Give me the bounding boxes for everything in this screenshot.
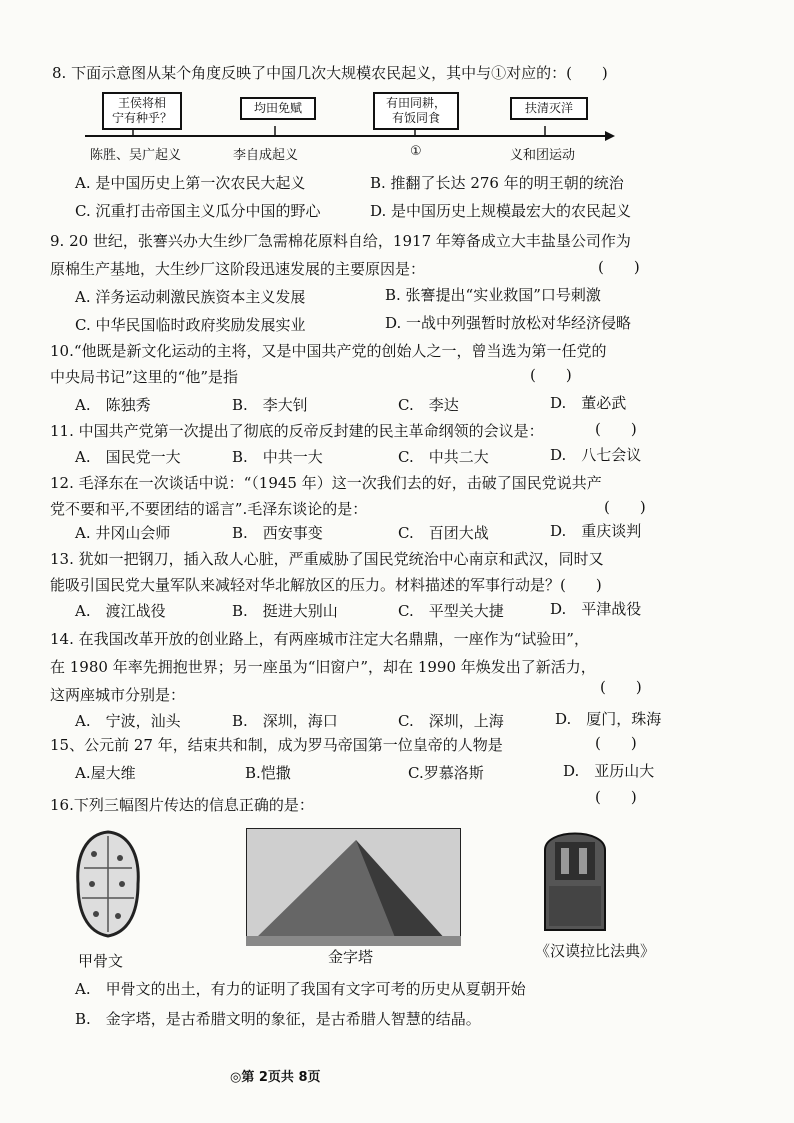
q12-stem-line1: 12. 毛泽东在一次谈话中说：“（1945 年）这一次我们去的好，击破了国民党说共产 (50, 474, 602, 492)
q13-option-c[interactable]: C. 平型关大捷 (398, 602, 504, 620)
q9-option-b[interactable]: B. 张謇提出“实业救国”口号刺激 (385, 286, 601, 304)
q15-option-a[interactable]: A.屋大维 (75, 764, 136, 782)
q15-option-c[interactable]: C.罗慕洛斯 (408, 764, 484, 782)
timeline-box-1: 王侯将相 宁有种乎？ (102, 92, 182, 130)
q13-stem-line1: 13. 犹如一把钢刀，插入敌人心脏，严重威胁了国民党统治中心南京和武汉，同时又 (50, 550, 604, 568)
q14-option-c[interactable]: C. 深圳，上海 (398, 712, 504, 730)
q14-answer-paren[interactable]: ( ) (600, 678, 642, 696)
caption-oracle-bone: 甲骨文 (78, 952, 124, 970)
caption-hammurabi: 《汉谟拉比法典》 (535, 942, 656, 960)
q9-stem-line2: 原棉生产基地，大生纱厂这阶段迅速发展的主要原因是： (50, 260, 426, 278)
q8-option-a[interactable]: A. 是中国历史上第一次农民大起义 (75, 174, 306, 192)
q13-option-d[interactable]: D. 平津战役 (550, 600, 642, 618)
q9-option-c[interactable]: C. 中华民国临时政府奖励发展实业 (75, 316, 306, 334)
q15-stem: 15、公元前 27 年，结束共和制，成为罗马帝国第一位皇帝的人物是 (50, 736, 503, 754)
timeline-box-4: 扶清灭洋 (510, 97, 588, 120)
timeline-label-4: 义和团运动 (510, 148, 576, 163)
q11-option-c[interactable]: C. 中共二大 (398, 448, 489, 466)
q12-option-a[interactable]: A. 井冈山会师 (75, 524, 171, 542)
q15-answer-paren[interactable]: ( ) (595, 734, 637, 752)
q16-answer-paren[interactable]: ( ) (595, 788, 637, 806)
q8-option-c[interactable]: C. 沉重打击帝国主义瓜分中国的野心 (75, 202, 321, 220)
q13-option-b[interactable]: B. 挺进大别山 (232, 602, 338, 620)
timeline-label-3: ① (410, 144, 422, 159)
q16-option-a[interactable]: A. 甲骨文的出土，有力的证明了我国有文字可考的历史从夏朝开始 (75, 980, 526, 998)
timeline-box-2: 均田免赋 (240, 97, 316, 120)
q12-option-d[interactable]: D. 重庆谈判 (550, 522, 642, 540)
q10-stem-line1: 10.“他既是新文化运动的主将，又是中国共产党的创始人之一，曾当选为第一任党的 (50, 342, 607, 360)
q13-option-a[interactable]: A. 渡江战役 (75, 602, 166, 620)
timeline-box-3: 有田同耕， 有饭同食 (373, 92, 459, 130)
q14-option-a[interactable]: A. 宁波，汕头 (75, 712, 181, 730)
q10-stem-line2: 中央局书记”这里的“他”是指 (50, 368, 239, 386)
q14-stem-line2: 在 1980 年率先拥抱世界；另一座虽为“旧窗户”，却在 1990 年焕发出了新活力， (50, 658, 596, 676)
q9-option-d[interactable]: D. 一战中列强暂时放松对华经济侵略 (385, 314, 632, 332)
q16-stem: 16.下列三幅图片传达的信息正确的是： (50, 796, 314, 814)
q12-stem-line2: 党不要和平,不要团结的谣言”.毛泽东谈论的是： (50, 500, 368, 518)
q12-answer-paren[interactable]: ( ) (604, 498, 646, 516)
q11-option-d[interactable]: D. 八七会议 (550, 446, 642, 464)
q11-option-a[interactable]: A. 国民党一大 (75, 448, 181, 466)
oracle-bone-image (72, 828, 144, 940)
q12-option-b[interactable]: B. 西安事变 (232, 524, 323, 542)
pyramid-image (246, 828, 461, 946)
q14-stem-line1: 14. 在我国改革开放的创业路上，有两座城市注定大名鼎鼎，一座作为“试验田”， (50, 630, 589, 648)
timeline-label-1: 陈胜、吴广起义 (90, 148, 182, 163)
hammurabi-stele-image (535, 820, 615, 932)
q8-stem: 8. 下面示意图从某个角度反映了中国几次大规模农民起义，其中与①对应的：( ) (52, 64, 608, 82)
q11-option-b[interactable]: B. 中共一大 (232, 448, 323, 466)
q14-option-b[interactable]: B. 深圳，海口 (232, 712, 338, 730)
timeline-label-2: 李自成起义 (233, 148, 299, 163)
q9-option-a[interactable]: A. 洋务运动刺激民族资本主义发展 (75, 288, 306, 306)
q14-option-d[interactable]: D. 厦门，珠海 (555, 710, 662, 728)
q16-option-b[interactable]: B. 金字塔，是古希腊文明的象征，是古希腊人智慧的结晶。 (75, 1010, 481, 1028)
q9-stem-line1: 9. 20 世纪，张謇兴办大生纱厂急需棉花原料自给，1917 年筹备成立大丰盐垦公司作为 (50, 232, 631, 250)
q11-answer-paren[interactable]: ( ) (595, 420, 637, 438)
q8-option-b[interactable]: B. 推翻了长达 276 年的明王朝的统治 (370, 174, 624, 192)
q10-option-d[interactable]: D. 董必武 (550, 394, 627, 412)
q15-option-d[interactable]: D. 亚历山大 (563, 762, 655, 780)
q11-stem: 11. 中国共产党第一次提出了彻底的反帝反封建的民主革命纲领的会议是： (50, 422, 544, 440)
q8-option-d[interactable]: D. 是中国历史上规模最宏大的农民起义 (370, 202, 632, 220)
q10-option-b[interactable]: B. 李大钊 (232, 396, 308, 414)
page-footer: ◎第 2页共 8页 (230, 1070, 321, 1085)
q10-option-a[interactable]: A. 陈独秀 (75, 396, 151, 414)
q10-answer-paren[interactable]: ( ) (530, 366, 572, 384)
q14-stem-line3: 这两座城市分别是： (50, 686, 186, 704)
q9-answer-paren[interactable]: ( ) (598, 258, 640, 276)
q8-timeline-diagram (85, 92, 615, 162)
q10-option-c[interactable]: C. 李达 (398, 396, 459, 414)
caption-pyramid: 金字塔 (328, 948, 374, 966)
q13-stem-line2: 能吸引国民党大量军队来减轻对华北解放区的压力。材料描述的军事行动是？( ) (50, 576, 602, 594)
q12-option-c[interactable]: C. 百团大战 (398, 524, 489, 542)
q15-option-b[interactable]: B.恺撒 (245, 764, 291, 782)
